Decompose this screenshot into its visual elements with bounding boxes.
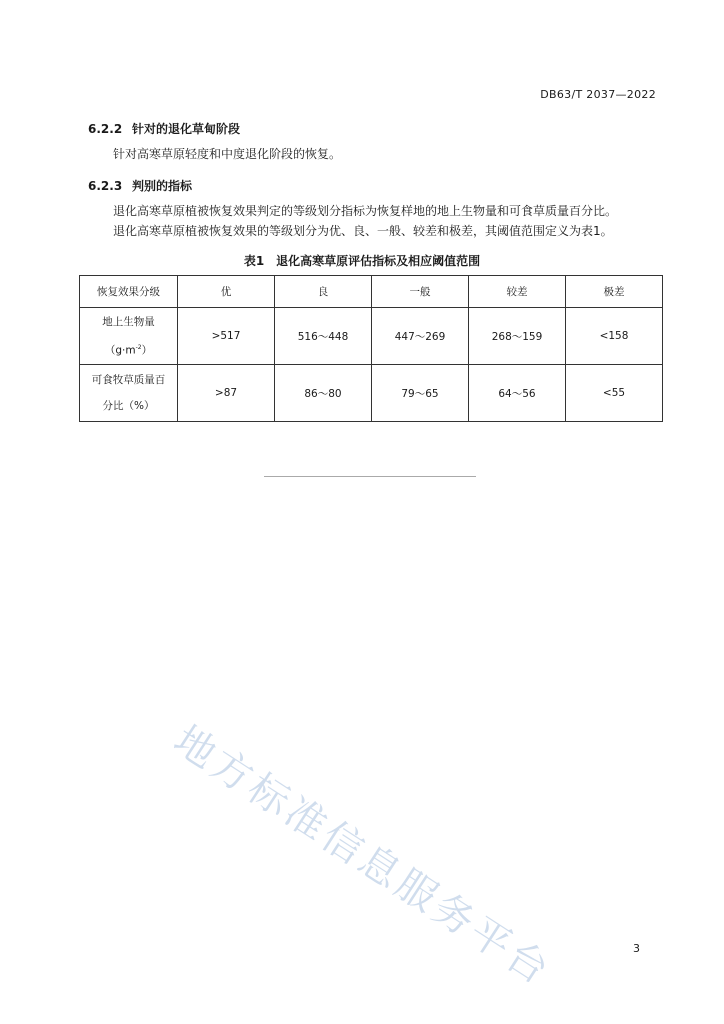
clause-heading: [88, 177, 192, 194]
table-cell: <158: [566, 308, 663, 365]
paragraph: 针对高寒草原轻度和中度退化阶段的恢复。: [113, 147, 342, 161]
table-number: 表1: [243, 254, 265, 268]
table-cell: 86～80: [275, 365, 372, 422]
row-label-line: 地上生物量: [102, 315, 155, 328]
table-cell: 268～159: [469, 308, 566, 365]
table-cell: 516～448: [275, 308, 372, 365]
table-cell: >87: [178, 365, 275, 422]
table-header-row: [80, 276, 663, 308]
page-number: 3: [633, 942, 640, 955]
table-cell: 79～65: [372, 365, 469, 422]
threshold-table: [79, 275, 663, 422]
header-cell: 优: [178, 276, 275, 308]
unit-text: 分比（%）: [102, 400, 155, 412]
header-cell: 良: [275, 276, 372, 308]
paragraph: 退化高寒草原植被恢复效果的等级划分为优、良、一般、较差和极差，其阈值范围定义为表1。: [113, 224, 613, 238]
table-cell: 447～269: [372, 308, 469, 365]
clause-title: 针对的退化草甸阶段: [132, 122, 241, 136]
table-cell: <55: [566, 365, 663, 422]
row-label-line: [80, 393, 177, 419]
header-cell: 恢复效果分级: [80, 276, 178, 308]
clause-number: 6.2.2: [88, 122, 123, 136]
standard-code: DB63/T 2037—2022: [540, 88, 656, 101]
header-cell: 一般: [372, 276, 469, 308]
row-label: [80, 365, 178, 422]
table-cell: >517: [178, 308, 275, 365]
end-divider: [264, 476, 476, 477]
unit-superscript: -2: [135, 343, 142, 351]
clause-number: 6.2.3: [88, 179, 123, 193]
table-row: [80, 365, 663, 422]
table-caption: [0, 252, 724, 269]
row-label-line: 可食牧草质量百: [91, 374, 166, 386]
table-title: 退化高寒草原评估指标及相应阈值范围: [276, 254, 481, 268]
row-label: [80, 308, 178, 365]
clause-heading: [88, 120, 240, 137]
clause-title: 判别的指标: [132, 179, 193, 193]
unit-text: ）: [141, 344, 153, 357]
row-label-line: [80, 335, 177, 364]
unit-text: （g·m: [104, 344, 136, 357]
header-cell: 较差: [469, 276, 566, 308]
header-cell: 极差: [566, 276, 663, 308]
watermark: 地方标准信息服务平台: [165, 717, 560, 996]
table-cell: 64～56: [469, 365, 566, 422]
table-row: [80, 308, 663, 365]
paragraph: 退化高寒草原植被恢复效果判定的等级划分指标为恢复样地的地上生物量和可食草质量百分比。: [113, 204, 618, 218]
